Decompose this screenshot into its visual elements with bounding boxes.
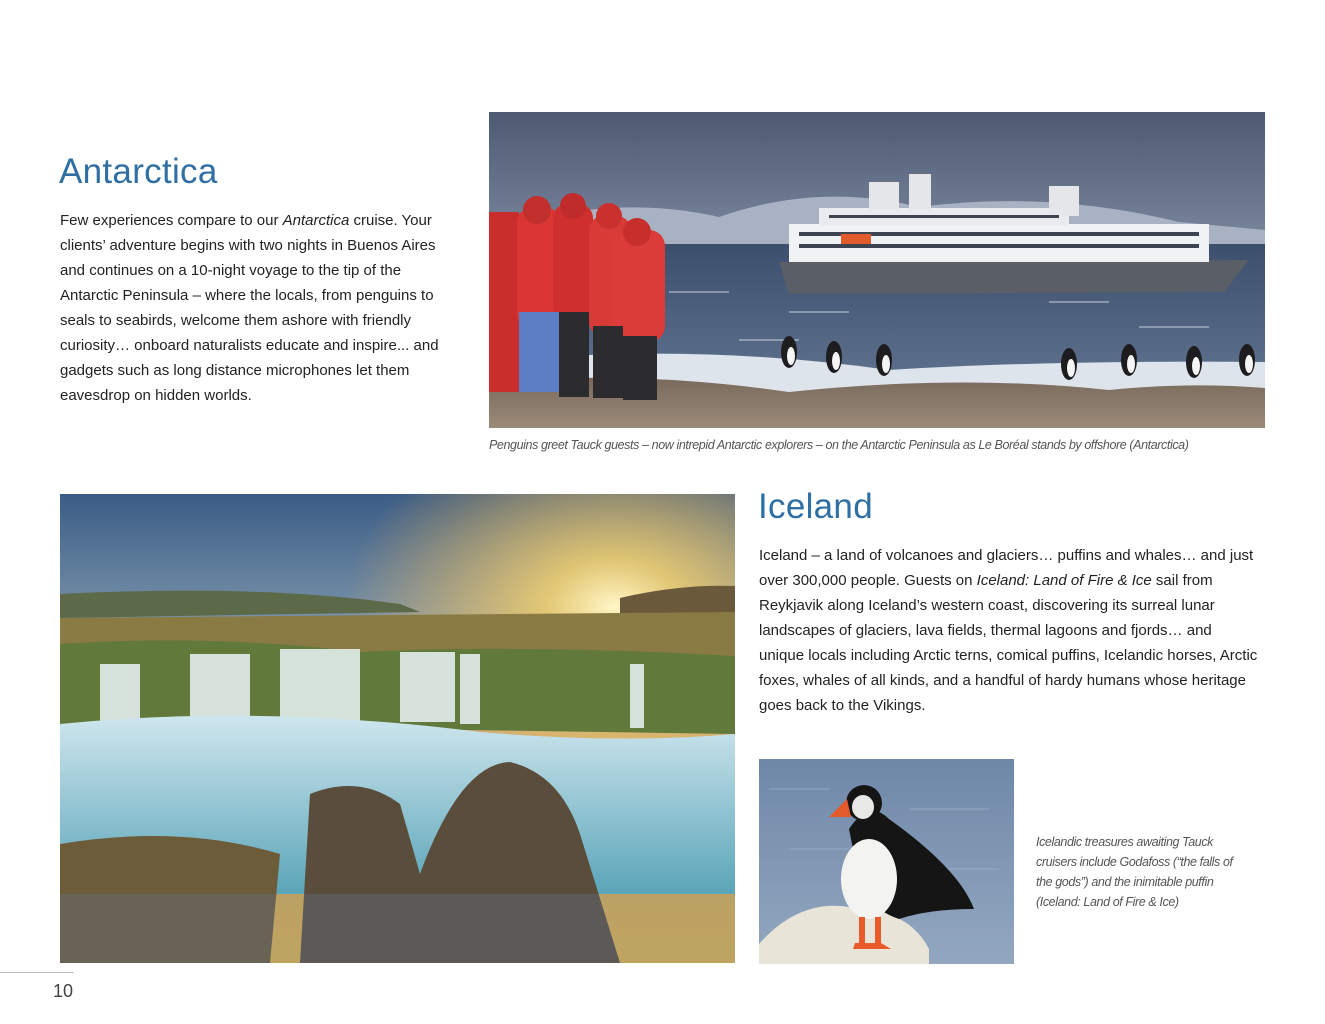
iceland-heading: Iceland <box>758 487 873 526</box>
antarctica-text-part: cruise. Your clients’ adventure begins with two nights in Buenos Aires and continues on a 10-night voyage to the tip of the Antarctic Peninsula – where the locals, from penguins to seals to seabirds, welcome them ashore with friendly curiosity… onboard naturalists educate and inspire... and gadgets such as long distance microphones let them eavesdrop on hidden worlds. <box>60 212 439 404</box>
iceland-cruise-name: Iceland: Land of Fire & Ice <box>976 572 1152 589</box>
antarctica-text-part: Few experiences compare to our <box>60 212 283 229</box>
iceland-text-part: sail from Reykjavik along Iceland’s western coast, discovering its surreal lunar landscapes of glaciers, lava fields, thermal lagoons and fjords… and unique locals including Arctic terns, comical puffins, Icelandic horses, Arctic foxes, whales of all kinds, and a handful of hardy humans whose heritage goes back to the Vikings. <box>759 572 1258 714</box>
godafoss-waterfall-photo <box>60 494 735 963</box>
iceland-text-part: Iceland – a land of volcanoes and glaciers… puffins and whales… and just over 300,000 people. Guests on <box>759 547 1254 589</box>
footer-divider <box>0 972 74 973</box>
antarctica-cruise-photo <box>489 112 1265 428</box>
page-number: 10 <box>53 981 74 1001</box>
antarctica-paragraph <box>60 208 460 408</box>
puffin-photo <box>759 759 1014 964</box>
iceland-photo-caption: Icelandic treasures awaiting Tauck cruisers include Godafoss (“the falls of the gods”) and the inimitable puffin (Iceland: Land of Fire & Ice) <box>1036 835 1233 909</box>
antarctica-cruise-name: Antarctica <box>282 212 350 229</box>
antarctica-photo-caption: Penguins greet Tauck guests – now intrepid Antarctic explorers – on the Antarctic Peninsula as Le Boréal stands by offshore (Antarctica) <box>489 438 1189 452</box>
iceland-paragraph <box>759 543 1259 718</box>
antarctica-heading: Antarctica <box>59 152 218 191</box>
